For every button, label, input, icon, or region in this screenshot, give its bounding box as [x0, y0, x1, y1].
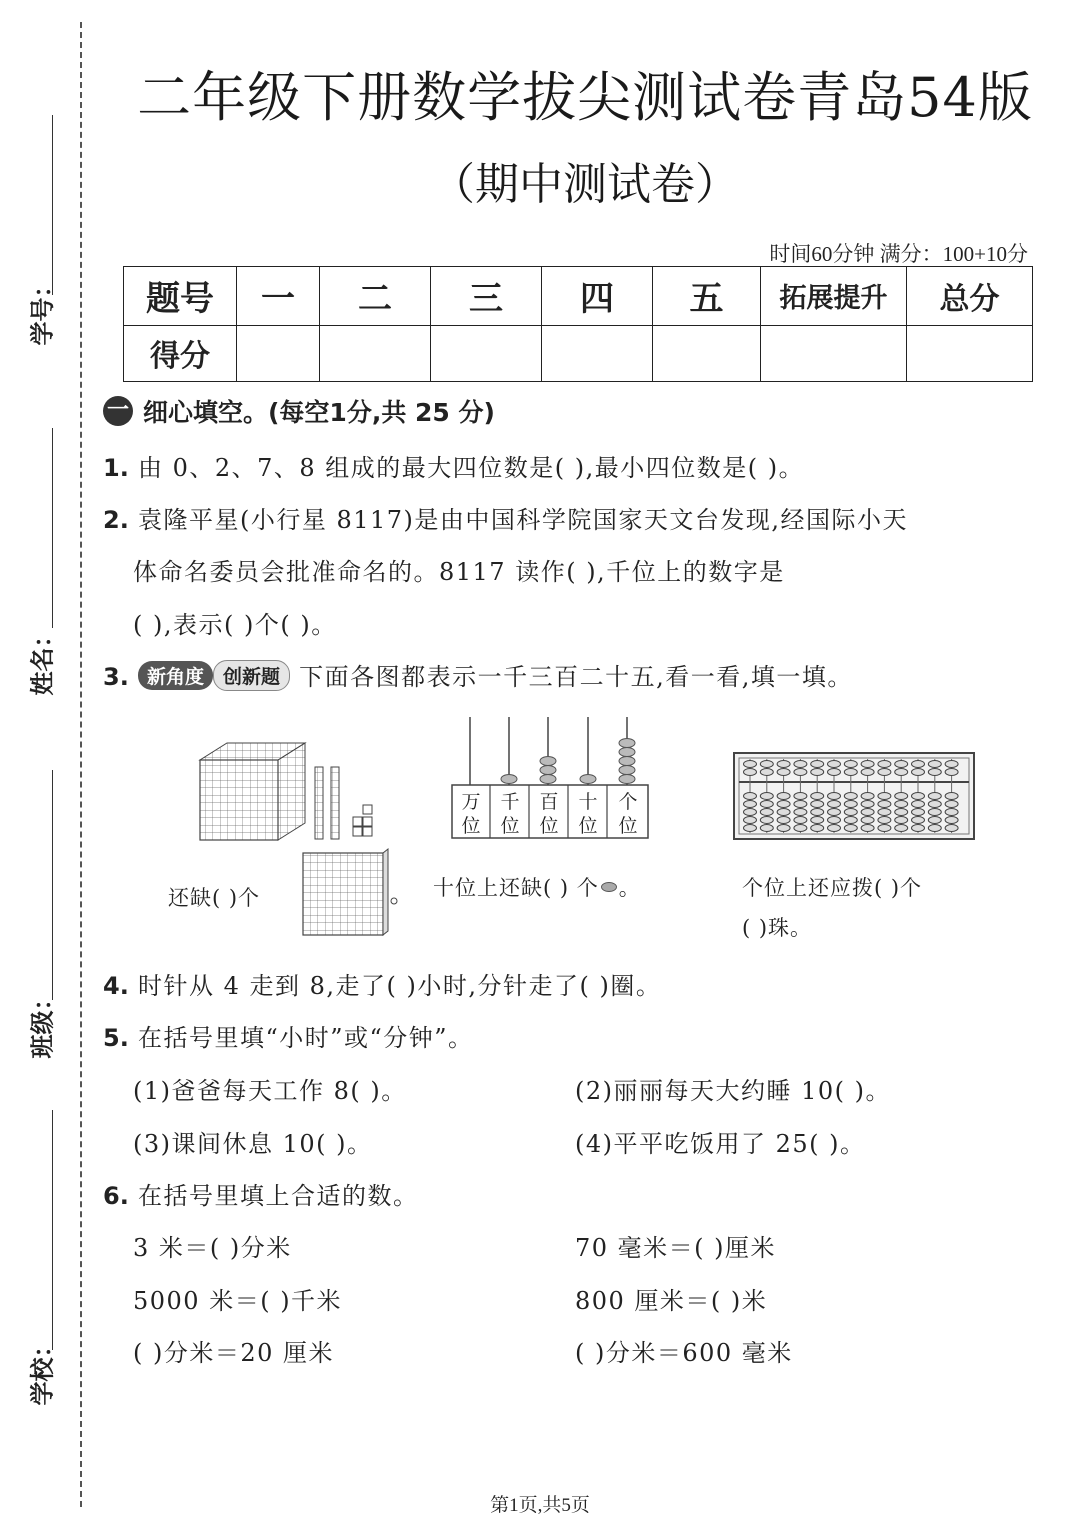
abacus-bead: [928, 761, 941, 768]
score-header-5: 五: [653, 267, 761, 326]
q6-item-4: 800 厘米＝( )米: [575, 1287, 768, 1315]
abacus-bead: [878, 817, 891, 824]
abacus-bead: [811, 801, 824, 808]
abacus-bead: [945, 809, 958, 816]
abacus-bead: [928, 825, 941, 832]
score-header-4: 四: [542, 267, 653, 326]
abacus-bead: [928, 809, 941, 816]
abacus-figure: [733, 752, 975, 840]
question-number: 4.: [103, 972, 129, 1000]
question-5: [103, 1018, 474, 1053]
page-title: 二年级下册数学拔尖测试卷青岛54版: [137, 66, 1033, 129]
counter-caption-text: 十位上还缺( ) 个: [433, 876, 599, 900]
abacus-bead: [794, 761, 807, 768]
score-header-1: 一: [237, 267, 320, 326]
question-text-line1: 袁隆平星(小行星 8117)是由中国科学院国家天文台发现,经国际小天: [137, 506, 909, 534]
school-line: [52, 1110, 53, 1350]
question-text: 时针从 4 走到 8,走了( )小时,分针走了( )圈。: [137, 972, 662, 1000]
question-text: 在括号里填上合适的数。: [137, 1182, 419, 1210]
abacus-bead: [912, 761, 925, 768]
question-number: 6.: [103, 1182, 129, 1210]
score-header-3: 三: [431, 267, 542, 326]
page-subtitle: （期中测试卷）: [431, 159, 739, 210]
score-table: [123, 266, 1033, 382]
abacus-bead: [744, 809, 757, 816]
abacus-bead: [895, 769, 908, 776]
counter-label-wei: 位: [461, 815, 481, 837]
score-header-total: 总分: [907, 267, 1033, 326]
question-1: [103, 448, 804, 483]
abacus-bead: [861, 769, 874, 776]
abacus-bead: [895, 801, 908, 808]
abacus-bead: [878, 761, 891, 768]
abacus-bead: [811, 825, 824, 832]
abacus-bead: [844, 817, 857, 824]
abacus-bead: [744, 817, 757, 824]
page-footer: 第1页,共5页: [490, 1495, 590, 1516]
unit-cubes: [353, 805, 372, 836]
abacus-bead: [744, 761, 757, 768]
question-4: [103, 966, 661, 1001]
abacus-bead: [794, 769, 807, 776]
abacus-bead: [760, 801, 773, 808]
abacus-bead: [794, 793, 807, 800]
abacus-bead: [844, 793, 857, 800]
abacus-bead: [760, 809, 773, 816]
abacus-bead: [895, 809, 908, 816]
abacus-bead: [777, 817, 790, 824]
abacus-bead: [794, 817, 807, 824]
section-title: 细心填空。(每空1分,共 25 分): [143, 398, 495, 427]
abacus-bead: [895, 761, 908, 768]
abacus-bead: [828, 825, 841, 832]
counter-label-wei: 位: [618, 815, 638, 837]
abacus-bead: [861, 761, 874, 768]
cut-line: [80, 22, 82, 1507]
counter-label-wan: 万: [461, 791, 481, 813]
abacus-bead: [777, 769, 790, 776]
abacus-bead: [878, 801, 891, 808]
abacus-bead: [760, 793, 773, 800]
abacus-bead: [794, 825, 807, 832]
name-label: 姓名：: [28, 623, 57, 696]
abacus-bead: [861, 825, 874, 832]
abacus-bead: [744, 793, 757, 800]
score-header-2: 二: [320, 267, 431, 326]
abacus-bead: [744, 769, 757, 776]
thousand-cube: [200, 743, 305, 840]
q6-item-1: 3 米＝( )分米: [133, 1234, 292, 1262]
counter-label-bai: 百: [539, 791, 559, 813]
abacus-bead: [928, 769, 941, 776]
section-1-heading: [103, 393, 495, 429]
question-6: [103, 1176, 418, 1211]
score-cell[interactable]: [907, 325, 1033, 382]
innovation-tag: 创新题: [213, 660, 290, 691]
abacus-bead: [945, 769, 958, 776]
abacus-bead: [794, 801, 807, 808]
question-number: 5.: [103, 1024, 129, 1052]
score-cell[interactable]: [431, 325, 542, 382]
new-angle-tag: 新角度: [138, 661, 213, 690]
abacus-bead: [912, 817, 925, 824]
score-cell[interactable]: [653, 325, 761, 382]
score-cell[interactable]: [320, 325, 431, 382]
abacus-bead: [844, 761, 857, 768]
abacus-bead: [878, 825, 891, 832]
counter-label-qian: 千: [500, 791, 520, 813]
abacus-bead: [828, 793, 841, 800]
abacus-bead: [928, 801, 941, 808]
binding-margin: [0, 0, 110, 1527]
abacus-caption-1: 个位上还应拨( )个: [742, 876, 923, 900]
score-row-label: 得分: [124, 325, 237, 382]
question-number: 1.: [103, 454, 129, 482]
section-number: 一: [103, 396, 133, 426]
abacus-bead: [912, 793, 925, 800]
abacus-bead: [794, 809, 807, 816]
counting-frame-figure: [445, 712, 655, 844]
abacus-bead: [895, 817, 908, 824]
abacus-bead: [760, 817, 773, 824]
counter-label-wei: 位: [578, 815, 598, 837]
abacus-bead: [945, 825, 958, 832]
abacus-bead: [811, 769, 824, 776]
score-cell[interactable]: [761, 325, 907, 382]
q5-item-4: (4)平平吃饭用了 25( )。: [575, 1130, 866, 1158]
abacus-bead: [777, 809, 790, 816]
abacus-bead: [828, 801, 841, 808]
abacus-bead: [928, 817, 941, 824]
abacus-bead: [861, 817, 874, 824]
abacus-bead: [844, 769, 857, 776]
name-line: [52, 428, 53, 628]
abacus-bead: [844, 801, 857, 808]
abacus-bead: [828, 809, 841, 816]
ten-rods: [315, 767, 339, 839]
abacus-bead: [945, 817, 958, 824]
student-id-label: 学号：: [28, 273, 57, 346]
abacus-bead: [945, 801, 958, 808]
question-2: [103, 500, 908, 535]
q6-item-6: ( )分米＝600 毫米: [575, 1339, 793, 1367]
score-cell[interactable]: [237, 325, 320, 382]
abacus-bead: [811, 761, 824, 768]
counter-caption: 十位上还缺( ) 个 。: [433, 876, 641, 900]
abacus-bead: [777, 801, 790, 808]
question-text: 在括号里填“小时”或“分钟”。: [137, 1024, 474, 1052]
abacus-bead: [744, 801, 757, 808]
abacus-bead: [945, 793, 958, 800]
q5-item-3: (3)课间休息 10( )。: [133, 1130, 373, 1158]
abacus-bead: [777, 761, 790, 768]
score-header-label: 题号: [124, 267, 237, 326]
abacus-bead: [760, 761, 773, 768]
q5-item-1: (1)爸爸每天工作 8( )。: [133, 1077, 407, 1105]
abacus-bead: [811, 809, 824, 816]
abacus-bead: [844, 825, 857, 832]
abacus-bead: [861, 801, 874, 808]
abacus-bead: [828, 769, 841, 776]
abacus-bead: [878, 769, 891, 776]
abacus-bead: [744, 825, 757, 832]
score-header-extension: 拓展提升: [761, 267, 907, 326]
counter-label-ge: 个: [618, 791, 638, 813]
abacus-bead: [928, 793, 941, 800]
question-text: 由 0、2、7、8 组成的最大四位数是( ),最小四位数是( )。: [137, 454, 805, 482]
abacus-bead: [828, 817, 841, 824]
abacus-bead: [895, 793, 908, 800]
counter-label-wei: 位: [539, 815, 559, 837]
hundred-flat: [303, 849, 397, 935]
counter-label-shi: 十: [578, 791, 598, 813]
abacus-bead: [895, 825, 908, 832]
abacus-bead: [844, 809, 857, 816]
abacus-bead: [912, 801, 925, 808]
time-info: 时间60分钟 满分：100+10分: [769, 242, 1028, 266]
abacus-bead: [760, 769, 773, 776]
abacus-bead: [912, 809, 925, 816]
abacus-bead: [828, 761, 841, 768]
question-2-line3: ( ),表示( )个( )。: [133, 611, 337, 639]
abacus-bead: [861, 793, 874, 800]
bead-icon: [601, 882, 617, 892]
question-number: 2.: [103, 506, 129, 534]
counter-beads: [501, 739, 635, 784]
blocks-caption: 还缺( )个: [168, 886, 261, 910]
abacus-bead: [912, 825, 925, 832]
student-id-line: [52, 115, 53, 295]
q5-item-2: (2)丽丽每天大约睡 10( )。: [575, 1077, 892, 1105]
abacus-bead: [777, 793, 790, 800]
abacus-bead: [878, 809, 891, 816]
q6-item-2: 70 毫米＝( )厘米: [575, 1234, 777, 1262]
q6-item-5: ( )分米＝20 厘米: [133, 1339, 335, 1367]
question-2-line2: 体命名委员会批准命名的。8117 读作( ),千位上的数字是: [133, 558, 785, 586]
question-3: [103, 657, 853, 692]
abacus-bead: [878, 793, 891, 800]
abacus-bead: [912, 769, 925, 776]
abacus-bead: [811, 793, 824, 800]
q6-item-3: 5000 米＝( )千米: [133, 1287, 343, 1315]
abacus-bead: [760, 825, 773, 832]
abacus-caption-2: ( )珠。: [742, 916, 813, 940]
class-line: [52, 770, 53, 1000]
abacus-bead: [861, 809, 874, 816]
class-label: 班级：: [28, 986, 57, 1059]
question-text: 下面各图都表示一千三百二十五,看一看,填一填。: [299, 663, 853, 691]
counter-label-wei: 位: [500, 815, 520, 837]
abacus-bead: [811, 817, 824, 824]
question-number: 3.: [103, 663, 129, 691]
school-label: 学校：: [28, 1333, 57, 1406]
score-cell[interactable]: [542, 325, 653, 382]
abacus-bead: [777, 825, 790, 832]
abacus-bead: [945, 761, 958, 768]
